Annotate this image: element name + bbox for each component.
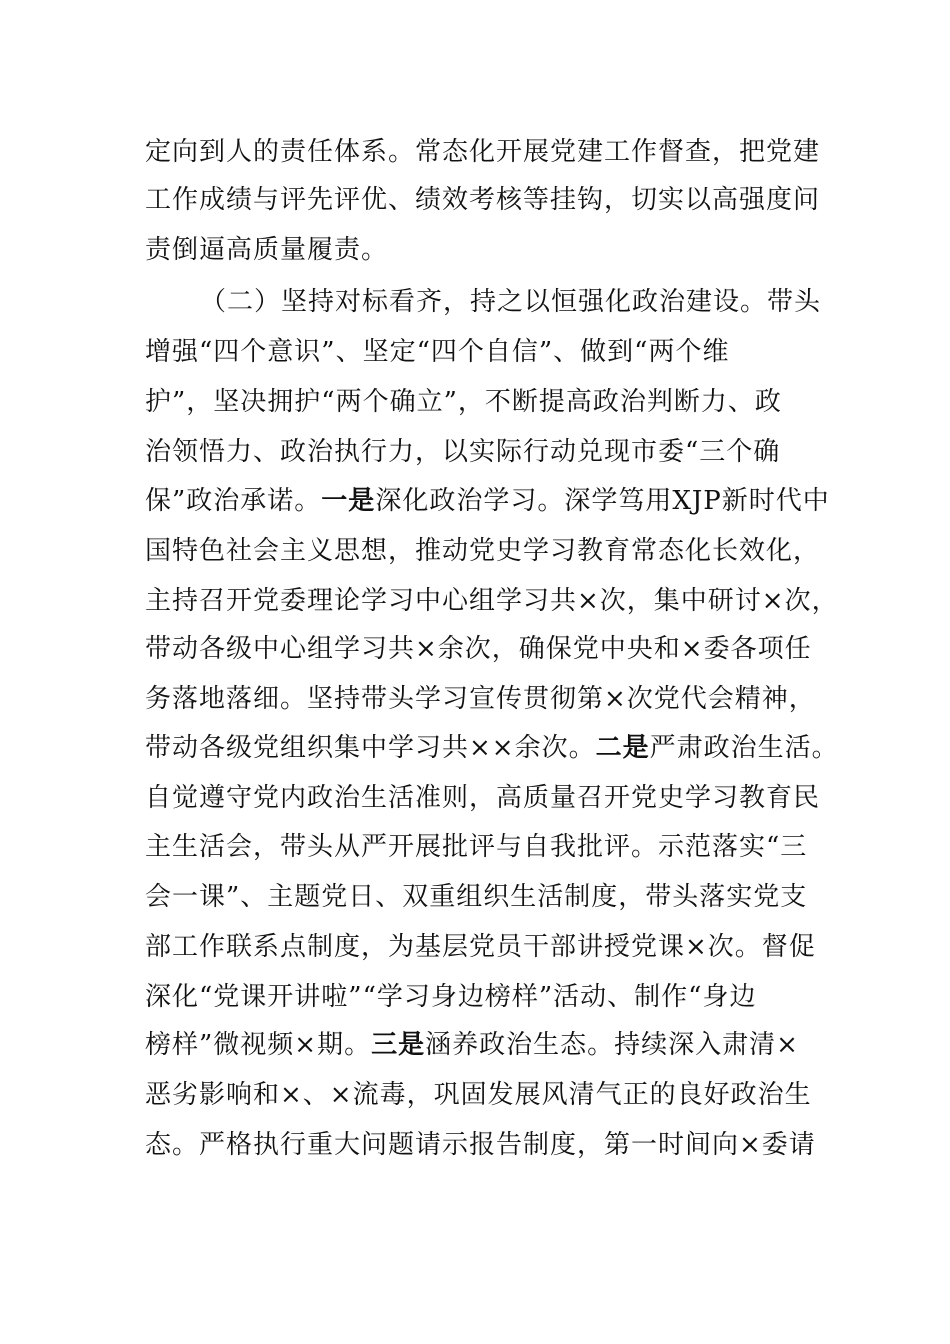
text-line: 深化“党课开讲啦”“学习身边榜样”活动、制作“身边 bbox=[145, 982, 757, 1012]
text-segment: 榜样”微视频×期。 bbox=[145, 1030, 372, 1060]
text-line: 工作成绩与评先评优、绩效考核等挂钩，切实以高强度问 bbox=[145, 185, 821, 215]
text-line: 态。严格执行重大问题请示报告制度，第一时间向×委请 bbox=[145, 1130, 816, 1160]
text-line: 恶劣影响和×、×流毒，巩固发展风清气正的良好政治生 bbox=[145, 1080, 812, 1110]
text-line: 国特色社会主义思想，推动党史学习教育常态化长效化， bbox=[145, 536, 821, 566]
text-line: 会一课”、主题党日、双重组织生活制度，带头落实党支 bbox=[145, 882, 808, 912]
text-line bbox=[145, 484, 830, 518]
bold-marker: 三是 bbox=[371, 1030, 426, 1060]
text-line: 主持召开党委理论学习中心组学习共×次，集中研讨×次， bbox=[145, 586, 839, 616]
text-line: 护”，坚决拥护“两个确立”，不断提高政治判断力、政 bbox=[145, 387, 782, 417]
text-segment: 涵养政治生态。持续深入肃清× bbox=[425, 1030, 799, 1060]
text-line: 务落地落细。坚持带头学习宣传贯彻第×次党代会精神， bbox=[145, 684, 816, 714]
text-line: 增强“四个意识”、坚定“四个自信”、做到“两个维 bbox=[145, 337, 730, 367]
text-line: 治领悟力、政治执行力，以实际行动兑现市委“三个确 bbox=[145, 437, 781, 467]
text-line: 责倒逼高质量履责。 bbox=[145, 235, 389, 265]
text-line: 自觉遵守党内政治生活准则，高质量召开党史学习教育民 bbox=[145, 783, 821, 813]
bold-marker: 一是 bbox=[321, 486, 376, 516]
text-line: 主生活会，带头从严开展批评与自我批评。示范落实“三 bbox=[145, 832, 808, 862]
bold-marker: 二是 bbox=[595, 733, 650, 763]
text-line bbox=[145, 1028, 799, 1062]
text-line: 定向到人的责任体系。常态化开展党建工作督查，把党建 bbox=[145, 137, 821, 167]
text-segment: 深化政治学习。深学笃用XJP新时代中 bbox=[375, 486, 830, 516]
text-segment: 严肃政治生活。 bbox=[649, 733, 839, 763]
text-line: 带动各级中心组学习共×余次，确保党中央和×委各项任 bbox=[145, 634, 812, 664]
text-segment: 保”政治承诺。 bbox=[145, 486, 322, 516]
text-line: 部工作联系点制度，为基层党员干部讲授党课×次。督促 bbox=[145, 932, 816, 962]
text-segment: 带动各级党组织集中学习共××余次。 bbox=[145, 733, 596, 763]
text-line bbox=[145, 731, 839, 765]
section-heading-line: （二）坚持对标看齐，持之以恒强化政治建设。带头 bbox=[200, 287, 822, 317]
